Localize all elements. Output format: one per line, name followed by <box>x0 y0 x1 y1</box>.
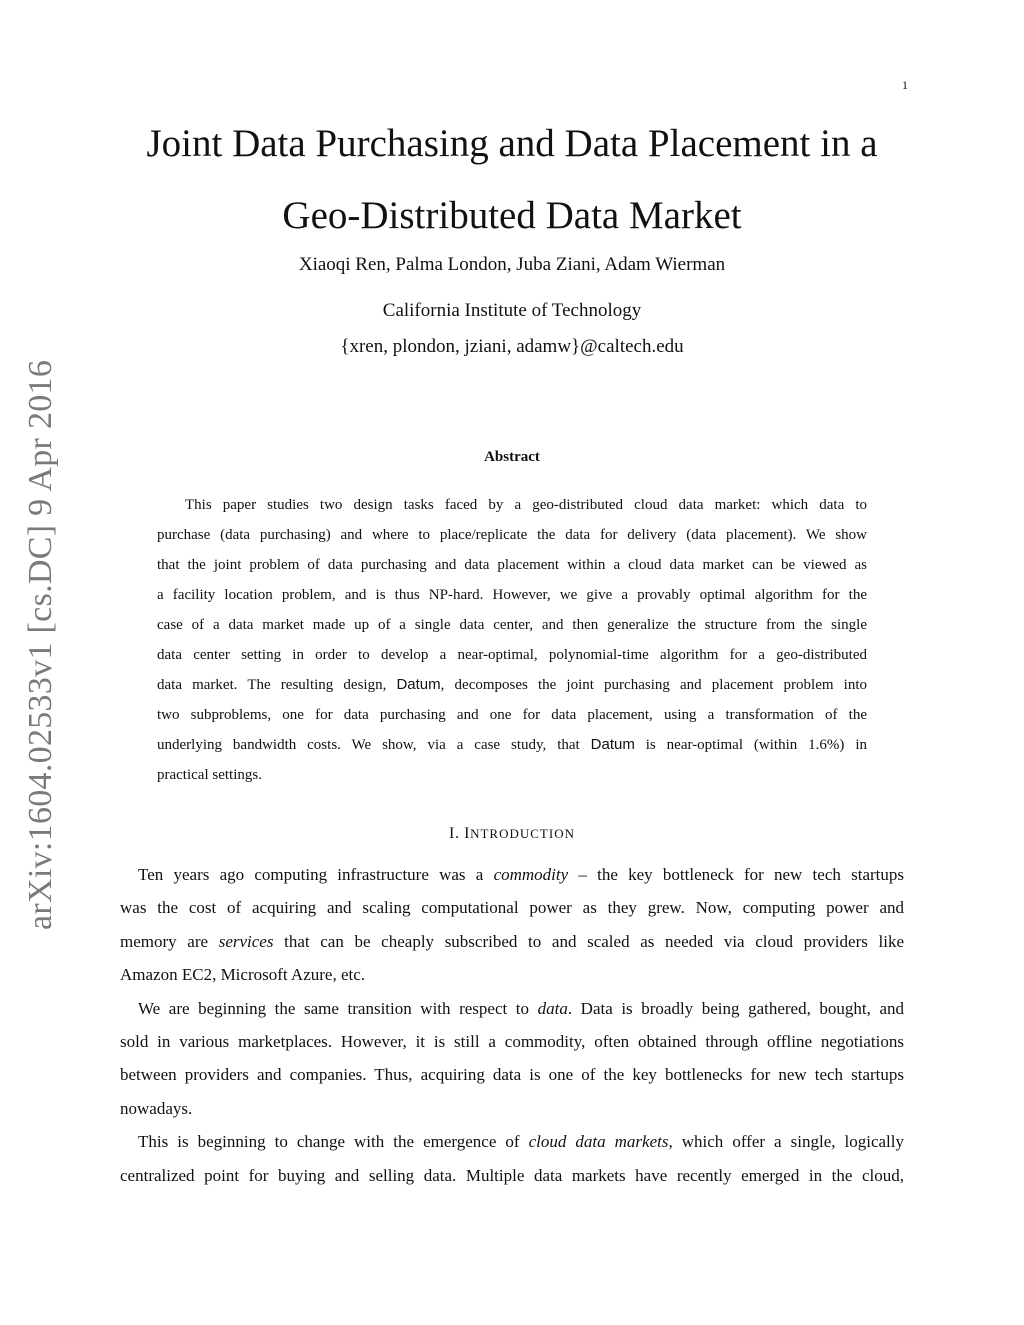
section-numeral: I. <box>449 825 465 842</box>
title-line-1: Joint Data Purchasing and Data Placement in a <box>146 122 878 165</box>
body-text: . Data is broadly being gathered, bought, and <box>567 998 905 1018</box>
abstract-line: practical settings. <box>157 767 262 783</box>
abstract-text: is near-optimal (within 1.6%) in <box>634 737 868 753</box>
body-line <box>120 1125 904 1158</box>
body-line <box>120 992 904 1025</box>
abstract-text: , decomposes the joint purchasing and placement problem into <box>440 677 867 693</box>
introduction-body <box>120 858 904 1192</box>
author-list: Xiaoqi Ren, Palma London, Juba Ziani, Adam Wierman <box>298 254 726 275</box>
abstract-line: two subproblems, one for data purchasing and one for data placement, using a transformation of the <box>157 707 867 723</box>
body-line: nowadays. <box>120 1098 193 1118</box>
body-text: that can be cheaply subscribed to and scaled as needed via cloud providers like <box>273 931 904 951</box>
abstract-line: that the joint problem of data purchasing and data placement within a cloud data market can be viewed as <box>157 557 867 573</box>
body-line: between providers and companies. Thus, acquiring data is one of the key bottlenecks for new tech startups <box>120 1065 904 1085</box>
abstract-heading: Abstract <box>484 449 540 465</box>
emphasis-services: services <box>218 931 274 951</box>
datum-system-name: Datum <box>590 736 635 753</box>
title-line-2: Geo-Distributed Data Market <box>282 194 742 237</box>
body-text: Ten years ago computing infrastructure was a <box>138 865 494 884</box>
section-heading-introduction <box>100 822 924 846</box>
body-line: Amazon EC2, Microsoft Azure, etc. <box>120 965 366 985</box>
abstract-line: a facility location problem, and is thus NP-hard. However, we give a provably optimal algorithm for the <box>157 587 867 603</box>
body-line: centralized point for buying and selling data. Multiple data markets have recently emerged in the cloud, <box>120 1165 904 1185</box>
paper-title <box>100 108 924 252</box>
section-initial: I <box>464 825 471 842</box>
abstract-text: underlying bandwidth costs. We show, via a case study, that <box>157 737 591 753</box>
body-line: was the cost of acquiring and scaling computational power as they grew. Now, computing power and <box>120 898 904 918</box>
body-text: , which offer a single, logically <box>668 1132 904 1152</box>
body-text: memory are <box>120 931 219 951</box>
abstract-line <box>157 730 867 760</box>
emphasis-data: data <box>537 998 568 1018</box>
datum-system-name: Datum <box>396 676 441 693</box>
section-title-rest: NTRODUCTION <box>470 826 575 841</box>
body-line: sold in various marketplaces. However, it is still a commodity, often obtained through offline negotiations <box>120 1032 904 1052</box>
abstract-line: data center setting in order to develop a near-optimal, polynomial-time algorithm for a geo-distributed <box>157 647 867 663</box>
abstract-line <box>157 670 867 700</box>
arxiv-identifier-stamp: arXiv:1604.02533v1 [cs.DC] 9 Apr 2016 <box>22 359 59 930</box>
page-number: 1 <box>902 78 908 92</box>
abstract-text: data market. The resulting design, <box>157 677 397 693</box>
emphasis-cloud-data-markets: cloud data markets <box>528 1132 669 1152</box>
abstract-line: This paper studies two design tasks faced by a geo-distributed cloud data market: which data to <box>185 497 867 513</box>
body-text: This is beginning to change with the emergence of <box>138 1132 529 1152</box>
abstract-body <box>157 490 867 790</box>
body-text: We are beginning the same transition with respect to <box>138 998 538 1018</box>
author-emails: {xren, plondon, jziani, adamw}@caltech.edu <box>340 336 684 357</box>
body-line <box>120 858 904 891</box>
body-line <box>120 925 904 958</box>
body-text: – the key bottleneck for new tech startups <box>568 865 904 884</box>
abstract-line: case of a data market made up of a single data center, and then generalize the structure from the single <box>157 617 867 633</box>
affiliation: California Institute of Technology <box>382 300 642 321</box>
abstract-line: purchase (data purchasing) and where to place/replicate the data for delivery (data placement). We show <box>157 527 867 543</box>
emphasis-commodity: commodity <box>493 865 569 884</box>
